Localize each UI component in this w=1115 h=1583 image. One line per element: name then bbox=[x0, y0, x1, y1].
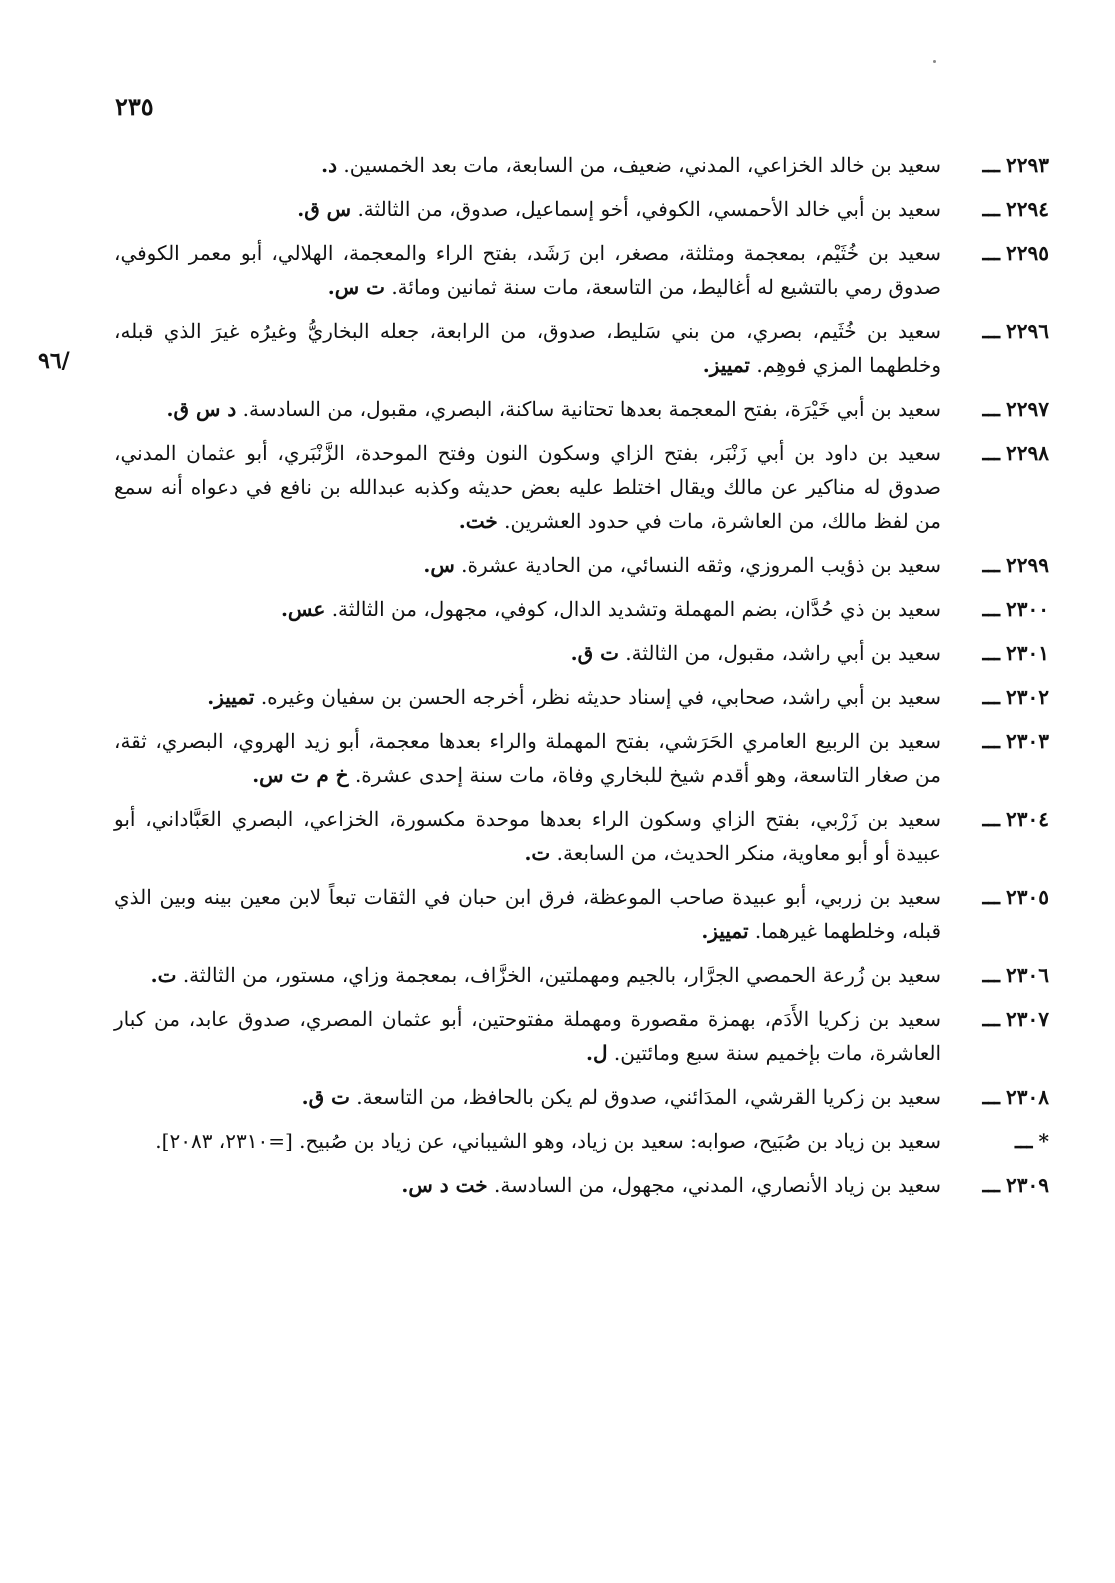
entry bbox=[114, 958, 1049, 992]
entry-number-value: ٢٣٠٤ bbox=[1006, 807, 1049, 831]
entry-text: سعيد بن خالد الخزاعي، المدني، ضعيف، من السابعة، مات بعد الخمسين. bbox=[343, 153, 941, 177]
entry-sigla: ت. bbox=[524, 841, 551, 865]
entry-text: سعيد بن أبي راشد، صحابي، في إسناد حديثه نظر، أخرجه الحسن بن سفيان وغيره. bbox=[260, 685, 941, 709]
entry-number bbox=[982, 1080, 1049, 1114]
entry-dash: ـــ bbox=[982, 885, 1001, 909]
entry-number-value: ٢٣٠١ bbox=[1006, 641, 1049, 665]
margin-note: /٩٦ bbox=[38, 348, 70, 374]
entry-sigla: ل. bbox=[586, 1041, 608, 1065]
entry-number bbox=[982, 1168, 1049, 1202]
entry bbox=[114, 1002, 1049, 1070]
entry bbox=[114, 236, 1049, 304]
entry-number-value: ٢٢٩٧ bbox=[1006, 397, 1049, 421]
entry bbox=[114, 724, 1049, 792]
entry-dash: ـــ bbox=[982, 197, 1001, 221]
entry-sigla: خت. bbox=[458, 509, 498, 533]
entry-dash: ـــ bbox=[982, 729, 1001, 753]
entry-dash: ـــ bbox=[982, 553, 1001, 577]
entries-list bbox=[114, 148, 1049, 1212]
entry-number-value: ٢٣٠٥ bbox=[1006, 885, 1049, 909]
entry bbox=[114, 436, 1049, 538]
entry-number-value: * bbox=[1038, 1129, 1049, 1153]
entry-dash: ـــ bbox=[982, 597, 1001, 621]
entry-number-value: ٢٣٠٣ bbox=[1006, 729, 1049, 753]
entry bbox=[114, 148, 1049, 182]
entry-number-value: ٢٢٩٨ bbox=[1006, 441, 1049, 465]
entry-sigla: ت ق. bbox=[570, 641, 619, 665]
entry-dash: ـــ bbox=[1014, 1129, 1033, 1153]
entry-number-value: ٢٢٩٦ bbox=[1006, 319, 1049, 343]
entry-number bbox=[982, 192, 1049, 226]
entry-sigla: د س ق. bbox=[166, 397, 237, 421]
entry-number bbox=[982, 802, 1049, 836]
entry-number-value: ٢٣٠٨ bbox=[1006, 1085, 1049, 1109]
entry-number bbox=[982, 1002, 1049, 1036]
entry-dash: ـــ bbox=[982, 319, 1001, 343]
entry-number bbox=[982, 148, 1049, 182]
entry-sigla: س. bbox=[423, 553, 455, 577]
entry-sigla: خ م ت س. bbox=[252, 763, 349, 787]
entry-dash: ـــ bbox=[982, 963, 1001, 987]
speck bbox=[933, 60, 936, 63]
entry-sigla: س ق. bbox=[297, 197, 352, 221]
entry-dash: ـــ bbox=[982, 1007, 1001, 1031]
entry-number-value: ٢٢٩٥ bbox=[1006, 241, 1049, 265]
entry-number-value: ٢٢٩٤ bbox=[1006, 197, 1049, 221]
entry-text: سعيد بن ذؤيب المروزي، وثقه النسائي، من الحادية عشرة. bbox=[461, 553, 941, 577]
entry-number-value: ٢٢٩٣ bbox=[1006, 153, 1049, 177]
entry bbox=[114, 1124, 1049, 1158]
entry bbox=[114, 1168, 1049, 1202]
entry-text: سعيد بن ذي حُدَّان، بضم المهملة وتشديد الدال، كوفي، مجهول، من الثالثة. bbox=[331, 597, 941, 621]
entry-text: سعيد بن أبي خَيْرَة، بفتح المعجمة بعدها تحتانية ساكنة، البصري، مقبول، من السادسة. bbox=[242, 397, 941, 421]
entry-sigla: تمييز. bbox=[207, 685, 255, 709]
entry bbox=[114, 192, 1049, 226]
entry-text: سعيد بن أبي خالد الأحمسي، الكوفي، أخو إسماعيل، صدوق، من الثالثة. bbox=[357, 197, 941, 221]
entry-text: سعيد بن الربيع العامري الحَرَشي، بفتح المهملة والراء بعدها معجمة، أبو زيد الهروي، البصري، ثقة، من صغار التاسعة، وهو أقدم شيخ للبخاري وفاة، مات سنة إحدى عشرة. bbox=[114, 729, 941, 787]
entry-dash: ـــ bbox=[982, 397, 1001, 421]
entry-text: سعيد بن خُثَيْم، بمعجمة ومثلثة، مصغر، ابن رَشَد، بفتح الراء والمعجمة، الهلالي، أبو معمر الكوفي، صدوق رمي بالتشيع له أغاليط، من التاسعة، مات سنة ثمانين ومائة. bbox=[114, 241, 941, 299]
entry-sigla: ت. bbox=[150, 963, 177, 987]
entry-number bbox=[982, 236, 1049, 270]
entry bbox=[114, 314, 1049, 382]
entry-dash: ـــ bbox=[982, 807, 1001, 831]
entry-text: سعيد بن زياد الأنصاري، المدني، مجهول، من السادسة. bbox=[493, 1173, 941, 1197]
entry bbox=[114, 548, 1049, 582]
entry-text: سعيد بن داود بن أبي زَنْبَر، بفتح الزاي وسكون النون وفتح الموحدة، الزَّنْبَري، أبو عثمان المدني، صدوق له مناكير عن مالك ويقال اختلط عليه بعض حديثه وكذبه عبدالله بن نافع في دعواه أنه سمع من لفظ مالك، من العاشرة، مات في حدود العشرين. bbox=[114, 441, 941, 533]
entry-dash: ـــ bbox=[982, 241, 1001, 265]
entry-sigla: ت س. bbox=[327, 275, 385, 299]
entry bbox=[114, 592, 1049, 626]
entry-text: سعيد بن زكريا القرشي، المدَائني، صدوق لم يكن بالحافظ، من التاسعة. bbox=[356, 1085, 941, 1109]
entry-text: سعيد بن أبي راشد، مقبول، من الثالثة. bbox=[625, 641, 941, 665]
entry bbox=[114, 392, 1049, 426]
entry-sigla: عس. bbox=[280, 597, 326, 621]
entry-number bbox=[982, 636, 1049, 670]
entry-dash: ـــ bbox=[982, 441, 1001, 465]
entry-number bbox=[982, 592, 1049, 626]
entry-dash: ـــ bbox=[982, 685, 1001, 709]
entry-number-value: ٢٣٠٩ bbox=[1006, 1173, 1049, 1197]
entry-sigla: تمييز. bbox=[702, 353, 750, 377]
entry-number bbox=[982, 880, 1049, 914]
entry-dash: ـــ bbox=[982, 1173, 1001, 1197]
entry-sigla: تمييز. bbox=[701, 919, 749, 943]
entry-number bbox=[982, 680, 1049, 714]
entry-number bbox=[982, 314, 1049, 348]
entry-text: سعيد بن زياد بن صُبَيح، صوابه: سعيد بن زياد، وهو الشيباني، عن زياد بن صُبيح. [=٢٣١٠، ٢٠٨٣]. bbox=[155, 1129, 941, 1153]
entry-sigla: خت د س. bbox=[401, 1173, 488, 1197]
entry bbox=[114, 636, 1049, 670]
entry-number bbox=[982, 436, 1049, 470]
entry-number bbox=[982, 724, 1049, 758]
entry-dash: ـــ bbox=[982, 641, 1001, 665]
entry-text: سعيد بن زُرعة الحمصي الجرَّار، بالجيم ومهملتين، الخزَّاف، بمعجمة وزاي، مستور، من الثالثة. bbox=[182, 963, 941, 987]
entry-dash: ـــ bbox=[982, 153, 1001, 177]
entry-number bbox=[1015, 1124, 1049, 1158]
entry-text: سعيد بن زَرْبي، بفتح الزاي وسكون الراء بعدها موحدة مكسورة، الخزاعي، البصري العَبَّاداني، أبو عبيدة أو أبو معاوية، منكر الحديث، من السابعة. bbox=[114, 807, 941, 865]
entry-sigla: ت ق. bbox=[301, 1085, 350, 1109]
entry-text: سعيد بن زكريا الأَدَم، بهمزة مقصورة ومهملة مفتوحتين، أبو عثمان المصري، صدوق عابد، من كبار العاشرة، مات بإخميم سنة سبع ومائتين. bbox=[114, 1007, 941, 1065]
entry-sigla: د. bbox=[321, 153, 337, 177]
entry-number-value: ٢٢٩٩ bbox=[1006, 553, 1049, 577]
entry-number-value: ٢٣٠٧ bbox=[1006, 1007, 1049, 1031]
entry-number-value: ٢٣٠٦ bbox=[1006, 963, 1049, 987]
entry-number bbox=[982, 392, 1049, 426]
entry bbox=[114, 1080, 1049, 1114]
entry-text: سعيد بن زربي، أبو عبيدة صاحب الموعظة، فرق ابن حبان في الثقات تبعاً لابن معين بينه وبين الذي قبله، وخلطهما غيرهما. bbox=[114, 885, 941, 943]
entry-number bbox=[982, 958, 1049, 992]
entry bbox=[114, 880, 1049, 948]
entry-number bbox=[982, 548, 1049, 582]
entry bbox=[114, 680, 1049, 714]
page-number: ٢٣٥ bbox=[115, 92, 154, 121]
entry-number-value: ٢٣٠٠ bbox=[1006, 597, 1049, 621]
entry-text: سعيد بن خُثَيم، بصري، من بني سَليط، صدوق، من الرابعة، جعله البخاريُّ وغيرُه غيرَ الذي قبله، وخلطهما المزي فوهِم. bbox=[114, 319, 941, 377]
entry bbox=[114, 802, 1049, 870]
entry-dash: ـــ bbox=[982, 1085, 1001, 1109]
entry-number-value: ٢٣٠٢ bbox=[1006, 685, 1049, 709]
